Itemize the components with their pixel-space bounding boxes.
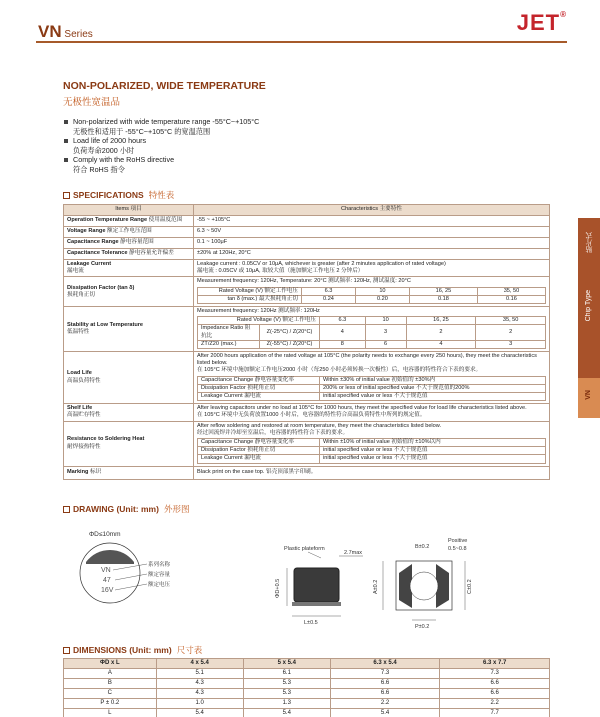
table-row: Shelf Life 高温贮存特性 After leaving capacitors under no load at 105°C for 1000 hours, they meet the specified value for load life characteristics listed above. 在 105°C 环境中无负荷放置1000 小时后，电容器的特性符合高温负荷特性中所列的规定值。 (64, 404, 550, 421)
mark-code: VN (101, 567, 111, 574)
dimensions-table (63, 658, 550, 717)
table-row: Capacitance Range 静电容量范围 0.1 ~ 100μF (64, 238, 550, 249)
label-a: A±0.2 (373, 579, 379, 594)
mark-cap: 47 (103, 577, 111, 584)
vn-tab[interactable] (578, 378, 600, 418)
label-series: 系列名称 (148, 562, 171, 568)
feature-item: Comply with the RoHS directive 符合 RoHS 指令 (63, 155, 259, 174)
solder-table: Capacitance Change 静电容量变化率 Within ±10% of initial value 初始值的 ±10%以内 Dissipation Factor 损耗角正切 initial specified value or less 不大于规范值 Leakage Current 漏电流 initial specified value or less 不大于规范值 (197, 438, 546, 464)
label-diameter: ΦD+0.5 (275, 578, 281, 598)
header-rule (36, 41, 567, 43)
table-row: P ± 0.2 1.0 1.3 2.2 2.2 (64, 699, 550, 709)
df-table: Rated Voltage (V) 额定工作电压 6.3 10 16, 25 35, 50 tan δ (max.) 最大损耗角正切 0.24 0.20 0.18 0.16 (197, 287, 546, 304)
table-row: C 4.3 5.3 6.6 6.6 (64, 689, 550, 699)
outline-drawing (63, 528, 550, 633)
label-positive: Positive (448, 538, 468, 544)
mark-dim-label: ΦD≤10mm (89, 531, 121, 538)
product-title-cn: 无极性宽温品 (63, 97, 121, 108)
series-title (38, 22, 93, 42)
product-title-en: NON-POLARIZED, WIDE TEMPERATURE (63, 80, 266, 92)
table-row: Voltage Range 额定工作电压范围 6.3 ~ 50V (64, 227, 550, 238)
label-b: B±0.2 (415, 544, 430, 550)
load-life-table: Capacitance Change 静电容量变化率 Within ±30% of initial value 初始值的 ±30%内 Dissipation Factor 损耗角正切 200% or less of initial specified value 不大于规范值的200% Leakage Current 漏电流 initial specified value or less 不大于规范值 (197, 376, 546, 402)
label-plastic-plate: Plastic plateform (284, 546, 325, 552)
table-row: B 4.3 5.3 6.6 6.6 (64, 679, 550, 689)
can-side-view (294, 568, 339, 602)
table-row: Leakage Current 漏电流 Leakage current : 0.05CV or 10μA, whichever is greater (after 2 minutes application of rated voltage) 漏电流 : 0.05CV 或 10μA, 取较大值（施加额定工作电压 2 分钟后） (64, 260, 550, 277)
side-tab-code: VN (585, 390, 592, 400)
series-code: VN (38, 22, 62, 41)
feature-item: Non-polarized with wide temperature range -55°C~+105°C 无极性和适用于 -55°C~+105°C 的宽温范围 (63, 117, 259, 136)
chip-type-tab[interactable] (578, 218, 600, 378)
label-voltage: 额定电压 (148, 582, 171, 588)
specifications-heading: SPECIFICATIONS 特性表 (63, 189, 174, 201)
specifications-table (63, 204, 550, 480)
feature-item: Load life of 2000 hours 负荷寿命2000 小时 (63, 136, 259, 155)
col-items: Items 项目 (64, 205, 194, 216)
table-row: A 5.1 6.1 7.3 7.3 (64, 669, 550, 679)
side-tab-en: Chip Type (585, 290, 592, 322)
label-height-max: 2.7max (344, 550, 363, 556)
label-capacity: 额定容量 (148, 572, 171, 578)
side-tab-cn: 贴片式 (586, 232, 593, 253)
table-row: Load Life 高温负荷特性 After 2000 hours application of the rated voltage at 105°C (the polarity needs to exchange every 250 hours), they meet the characteristics listed below. 在 105°C 环境中施加额定工作电压2000 小时（每250 小时必须转换一次极性）后，电容器的特性符合下表的要求。 Capacitance Change 静电容量变化率 Within ±30% of initial value 初始值的 ±30%内 Dissipation Factor 损耗角正切 200% or less of initial specified value 不大于规范值的200% Leakage Current 漏电流 initial specified value or less 不大于规范值 (64, 352, 550, 404)
table-row: Dissipation Factor (tan δ) 损耗角正切 Measurement frequency: 120Hz, Temperature: 20°C 测试频率: 120Hz, 测试温度: 20°C Rated Voltage (V) 额定工作电压 6.3 10 16, 25 35, 50 tan δ (max.) 最大损耗角正切 0.24 0.20 0.18 0.16 (64, 277, 550, 307)
table-row: L 5.4 5.4 5.4 7.7 (64, 709, 550, 717)
drawing-heading: DRAWING (Unit: mm) 外形图 (63, 503, 189, 515)
stability-table: Rated Voltage (V) 额定工作电压 6.3 10 16, 25 35, 50 Impedance Ratio 阻抗比 Z(-25°C) / Z(20°C) 4 3 2 2 ZT/Z20 (max.) Z(-55°C) / Z(20°C) 8 6 4 3 (197, 316, 546, 349)
table-row: Operation Temperature Range 使用温度范围 -55 ~ +105°C (64, 216, 550, 227)
feature-list (63, 117, 259, 175)
table-header-row: ΦD x L 4 x 5.4 5 x 5.4 6.3 x 5.4 6.3 x 7.7 (64, 659, 550, 669)
dimensions-heading: DIMENSIONS (Unit: mm) 尺寸表 (63, 644, 202, 656)
mark-volt: 16V (101, 587, 114, 594)
table-row: Resistance to Soldering Heat 耐焊接热特性 After reflow soldering and restored at room temperature, they meet the characteristics listed below. 经过回流焊并冷却至室温后，电容器的特性符合下表的要求。 Capacitance Change 静电容量变化率 Within ±10% of initial value 初始值的 ±10%以内 Dissipation Factor 损耗角正切 initial specified value or less 不大于规范值 Leakage Current 漏电流 initial specified value or less 不大于规范值 (64, 421, 550, 466)
col-characteristics: Characteristics 主要特性 (194, 205, 550, 216)
brand-logo: JET® (516, 10, 567, 35)
base-plate (292, 602, 341, 606)
table-row: Stability at Low Temperature 低温特性 Measurement frequency: 120Hz 测试频率: 120Hz Rated Voltage (V) 额定工作电压 6.3 10 16, 25 35, 50 Impedance Ratio 阻抗比 Z(-25°C) / Z(20°C) 4 3 2 2 ZT/Z20 (max.) Z(-55°C) / Z(20°C) 8 6 4 3 (64, 307, 550, 352)
label-width: 0.5~0.8 (448, 546, 467, 552)
table-row: Capacitance Tolerance 静电容量允许偏差 ±20% at 120Hz, 20°C (64, 249, 550, 260)
label-pitch: P±0.2 (415, 624, 430, 630)
table-row: Marking 标识 Black print on the case top. 铝壳顶部黑字印刷。 (64, 466, 550, 479)
series-word: Series (64, 29, 93, 40)
label-length: L±0.5 (304, 620, 318, 626)
polarity-band (86, 550, 134, 564)
label-c: C±0.2 (467, 579, 473, 594)
